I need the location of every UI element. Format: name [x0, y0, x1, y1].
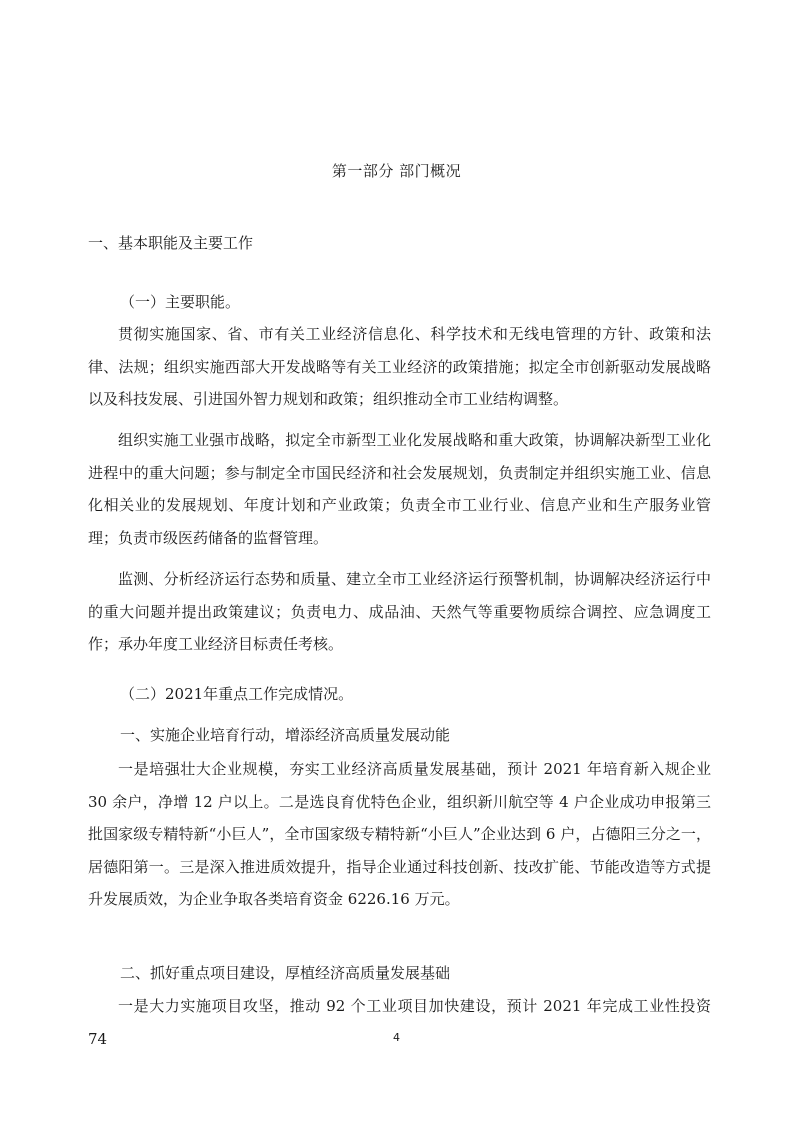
section-heading: 一、基本职能及主要工作 — [88, 234, 254, 252]
page-number: 4 — [393, 1031, 400, 1044]
paragraph-key-projects: 一是大力实施项目攻坚，推动 92 个工业项目加快建设，预计 2021 年完成工业性投资 74 — [88, 997, 711, 1048]
paragraph-functions-2: 组织实施工业强市战略，拟定全市新型工业化发展战略和重大政策，协调解决新型工业化进程中的重大问题；参与制定全市国民经济和社会发展规划，负责制定并组织实施工业、信息化相关业的发展规划、年度计划和产业政策；负责全市工业行业、信息产业和生产服务业管理；负责市级医药储备的监督管理。 — [88, 431, 711, 547]
item-heading-key-projects: 二、抓好重点项目建设，厚植经济高质量发展基础 — [120, 964, 451, 982]
page-title: 第一部分 部门概况 — [331, 162, 462, 180]
paragraph-functions-3: 监测、分析经济运行态势和质量、建立全市工业经济运行预警机制，协调解决经济运行中的重大问题并提出政策建议；负责电力、成品油、天然气等重要物质综合调控、应急调度工作；承办年度工业经济目标责任考核。 — [88, 570, 711, 653]
sub-heading-work-completion: （二）2021年重点工作完成情况。 — [120, 685, 354, 703]
paragraph-enterprise-cultivation: 一是培强壮大企业规模，夯实工业经济高质量发展基础，预计 2021 年培育新入规企业 30 余户，净增 12 户以上。二是选良育优特色企业，组织新川航空等 4 户企业成功申报第三批国家级专精特新“小巨人”，全市国家级专精特新“小巨人”企业达到 6 户，占德阳三分之一，居德阳第一。三是深入推进质效提升，指导企业通过科技创新、技改扩能、节能改造等方式提升发展质效，为企业争取各类培育资金 6226.16 万元。 — [88, 760, 711, 908]
paragraph-functions-1: 贯彻实施国家、省、市有关工业经济信息化、科学技术和无线电管理的方针、政策和法律、法规；组织实施西部大开发战略等有关工业经济的政策措施；拟定全市创新驱动发展战略以及科技发展、引进国外智力规划和政策；组织推动全市工业结构调整。 — [88, 325, 711, 408]
sub-heading-main-functions: （一）主要职能。 — [120, 293, 241, 311]
item-heading-enterprise-cultivation: 一、实施企业培育行动，增添经济高质量发展动能 — [120, 726, 451, 744]
